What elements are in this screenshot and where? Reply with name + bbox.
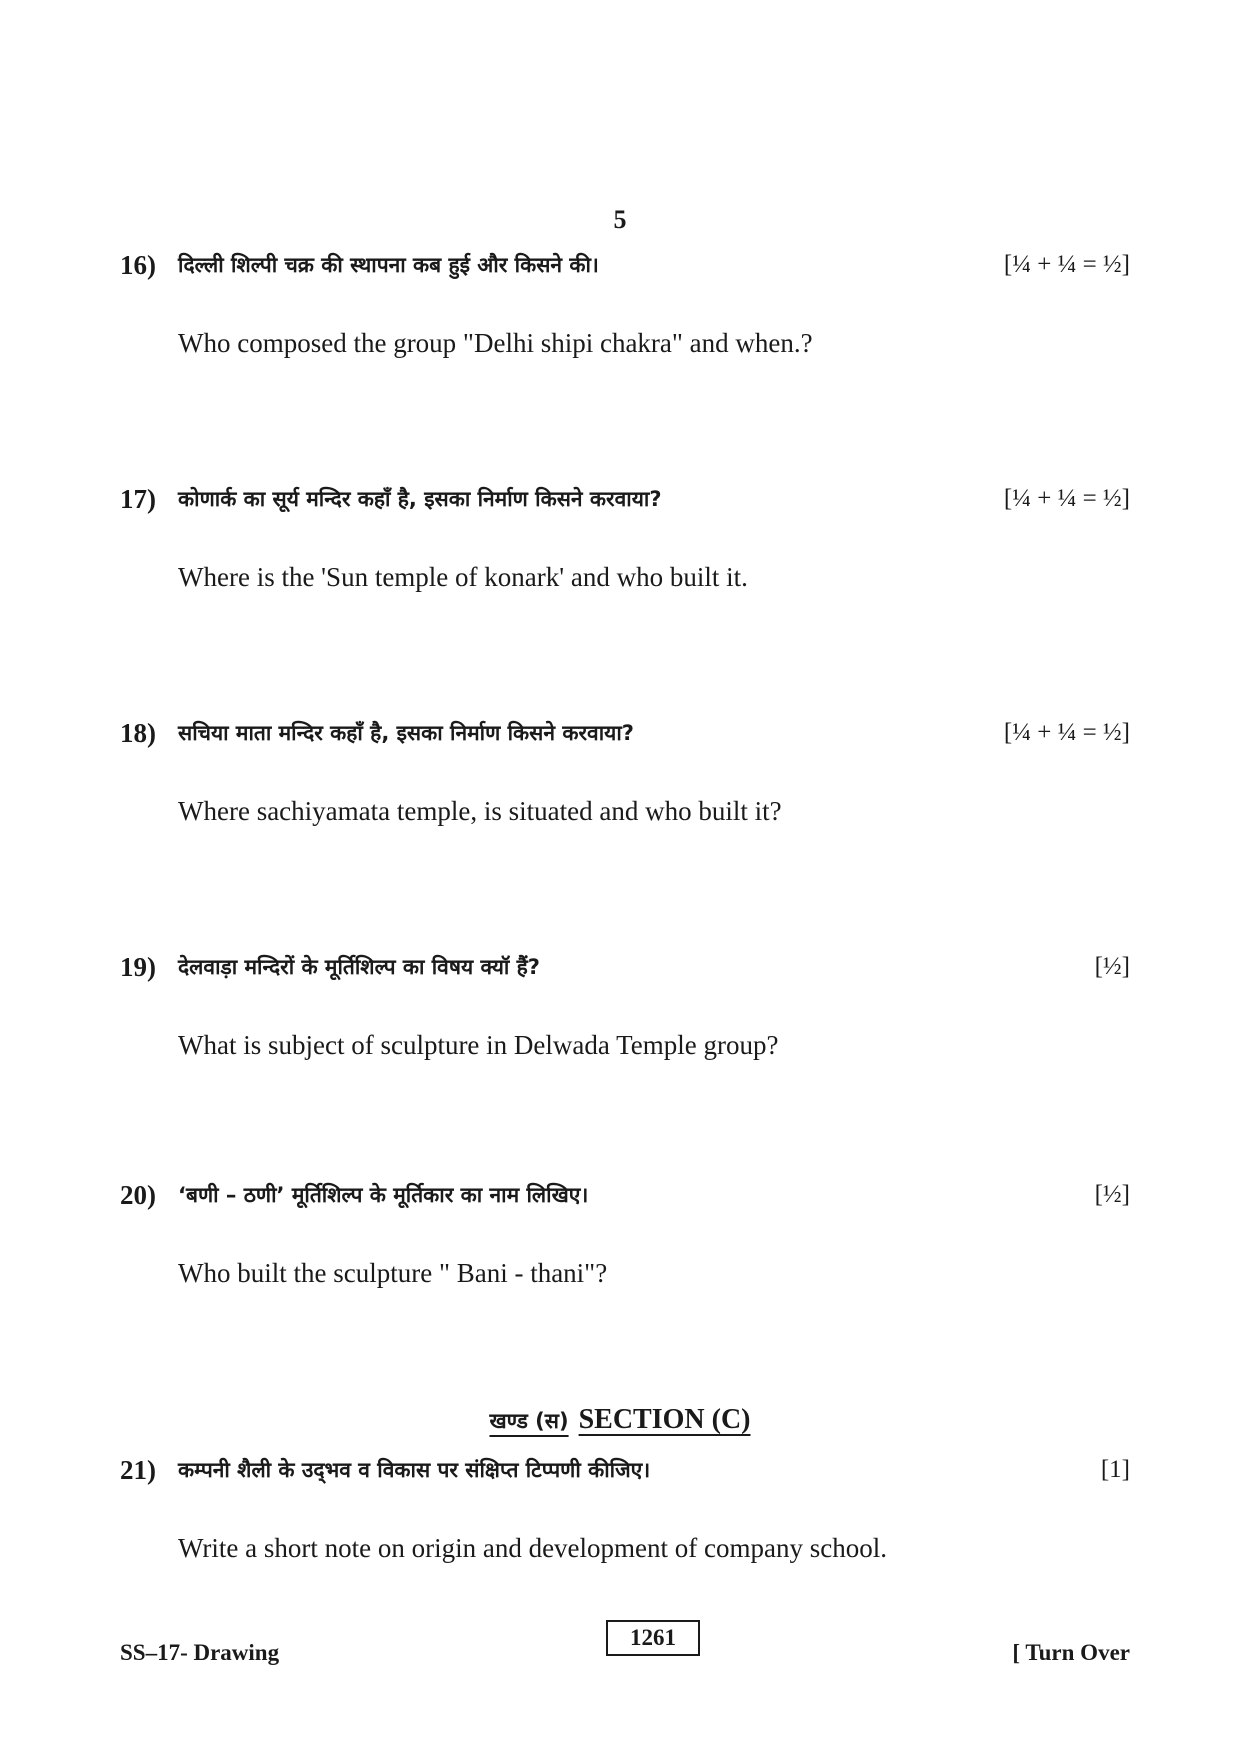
question-number: 21) bbox=[120, 1455, 156, 1485]
question-marks: [½] bbox=[1094, 953, 1130, 980]
question-header bbox=[120, 479, 1130, 519]
question-hindi-text: कोणार्क का सूर्य मन्दिर कहाँ है, इसका निर्माण किसने करवाया? bbox=[178, 487, 662, 511]
question-number: 20) bbox=[120, 1180, 156, 1210]
question-english-text: What is subject of sculpture in Delwada Temple group? bbox=[178, 1030, 779, 1060]
question-header bbox=[120, 245, 1130, 285]
question-header bbox=[120, 1450, 1130, 1490]
question-marks: [½] bbox=[1094, 1181, 1130, 1208]
page-number: 5 bbox=[613, 205, 627, 234]
question-16 bbox=[120, 245, 1130, 363]
question-number: 19) bbox=[120, 952, 156, 982]
question-17 bbox=[120, 479, 1130, 597]
question-hindi-text: कम्पनी शैली के उद्‌भव व विकास पर संक्षिप्त टिप्पणी कीजिए। bbox=[178, 1458, 651, 1482]
question-hindi-text: सचिया माता मन्दिर कहाँ है, इसका निर्माण किसने करवाया? bbox=[178, 721, 634, 745]
question-header bbox=[120, 713, 1130, 753]
question-20 bbox=[120, 1175, 1130, 1293]
section-hindi-title: खण्ड (स) bbox=[489, 1409, 569, 1433]
page-footer bbox=[120, 1620, 1130, 1670]
question-english-text: Where sachiyamata temple, is situated and who built it? bbox=[178, 796, 782, 826]
question-marks: [¼ + ¼ = ½] bbox=[1003, 251, 1130, 278]
question-marks: [1] bbox=[1100, 1456, 1130, 1483]
question-number: 16) bbox=[120, 250, 156, 280]
question-marks: [¼ + ¼ = ½] bbox=[1003, 719, 1130, 746]
question-21 bbox=[120, 1450, 1130, 1568]
question-hindi-text: देलवाड़ा मन्दिरों के मूर्तिशिल्प का विषय क्यॉ हैं? bbox=[178, 955, 540, 979]
page-code-box: 1261 bbox=[606, 1620, 700, 1656]
question-number: 18) bbox=[120, 718, 156, 748]
question-english-text: Who built the sculpture " Bani - thani"? bbox=[178, 1258, 608, 1288]
question-english-text: Where is the 'Sun temple of konark' and who built it. bbox=[178, 562, 748, 592]
turn-over-note: [ Turn Over bbox=[1012, 1640, 1130, 1665]
question-19 bbox=[120, 947, 1130, 1065]
question-english-text: Write a short note on origin and development of company school. bbox=[178, 1533, 887, 1563]
question-marks: [¼ + ¼ = ½] bbox=[1003, 485, 1130, 512]
question-header bbox=[120, 1175, 1130, 1215]
question-hindi-text: दिल्ली शिल्पी चक्र की स्थापना कब हुई और किसने की। bbox=[178, 253, 599, 277]
question-hindi-text: ‘बणी – ठणी’ मूर्तिशिल्प के मूर्तिकार का नाम लिखिए। bbox=[178, 1183, 589, 1207]
question-18 bbox=[120, 713, 1130, 831]
question-header bbox=[120, 947, 1130, 987]
paper-code: SS–17- Drawing bbox=[120, 1640, 280, 1665]
question-number: 17) bbox=[120, 484, 156, 514]
section-heading bbox=[0, 1400, 1240, 1444]
question-english-text: Who composed the group "Delhi shipi chakra" and when.? bbox=[178, 328, 813, 358]
section-english-title: SECTION (C) bbox=[578, 1404, 751, 1435]
